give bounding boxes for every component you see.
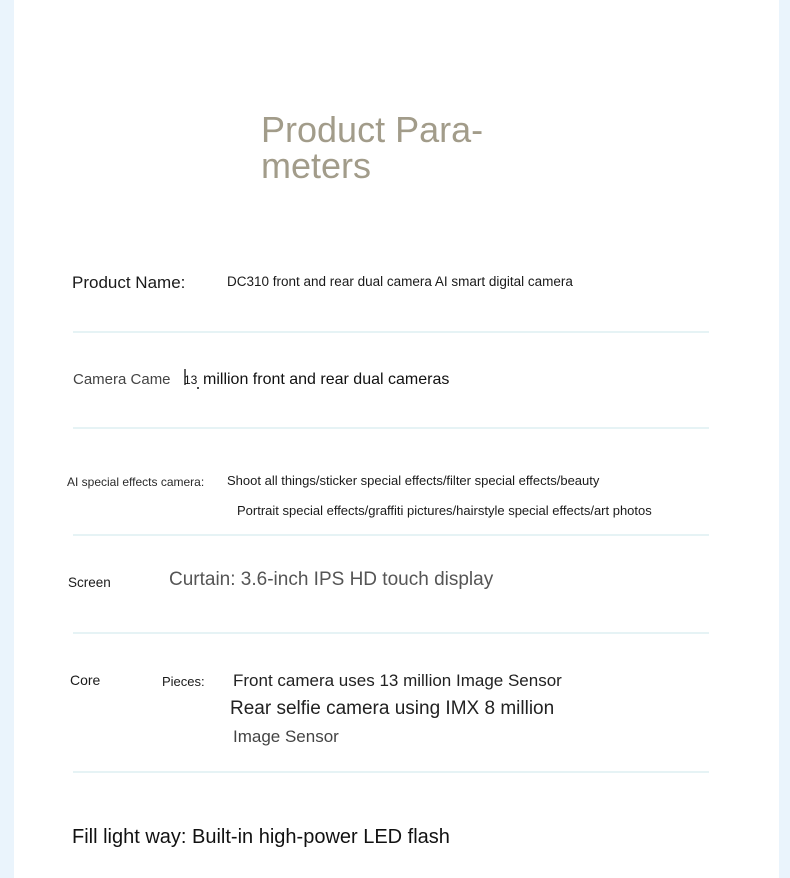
divider	[73, 534, 709, 536]
core-label: Core	[70, 672, 101, 688]
ai-effects-value-line-2: Portrait special effects/graffiti pictures/hairstyle special effects/art photos	[237, 503, 652, 518]
divider	[73, 632, 709, 634]
ai-effects-value-line-1: Shoot all things/sticker special effects/filter special effects/beauty	[227, 473, 600, 488]
core-value-line-3: Image Sensor	[233, 727, 339, 746]
ai-effects-label: AI special effects camera:	[67, 475, 205, 489]
product-name-label: Product Name:	[72, 273, 186, 292]
camera-value: million front and rear dual cameras	[203, 371, 450, 388]
svg-text:13: 13	[184, 373, 198, 387]
divider	[73, 427, 709, 429]
divider	[73, 771, 709, 773]
fill-light-text: Fill light way: Built-in high-power LED flash	[72, 826, 450, 848]
camera-label: Camera Came	[73, 371, 171, 388]
core-value-line-2: Rear selfie camera using IMX 8 million	[230, 698, 555, 719]
title-line-2: meters	[261, 145, 372, 186]
screen-value: Curtain: 3.6-inch IPS HD touch display	[169, 569, 494, 590]
page-title	[261, 109, 531, 186]
product-name-value: DC310 front and rear dual camera AI smart digital camera	[227, 274, 573, 289]
title-line-1: Product Para-	[261, 109, 484, 150]
text-cursor-icon	[181, 368, 201, 390]
core-value-line-1: Front camera uses 13 million Image Sensor	[233, 671, 562, 690]
screen-label: Screen	[68, 575, 111, 590]
pieces-label: Pieces:	[162, 674, 205, 689]
divider	[73, 331, 709, 333]
